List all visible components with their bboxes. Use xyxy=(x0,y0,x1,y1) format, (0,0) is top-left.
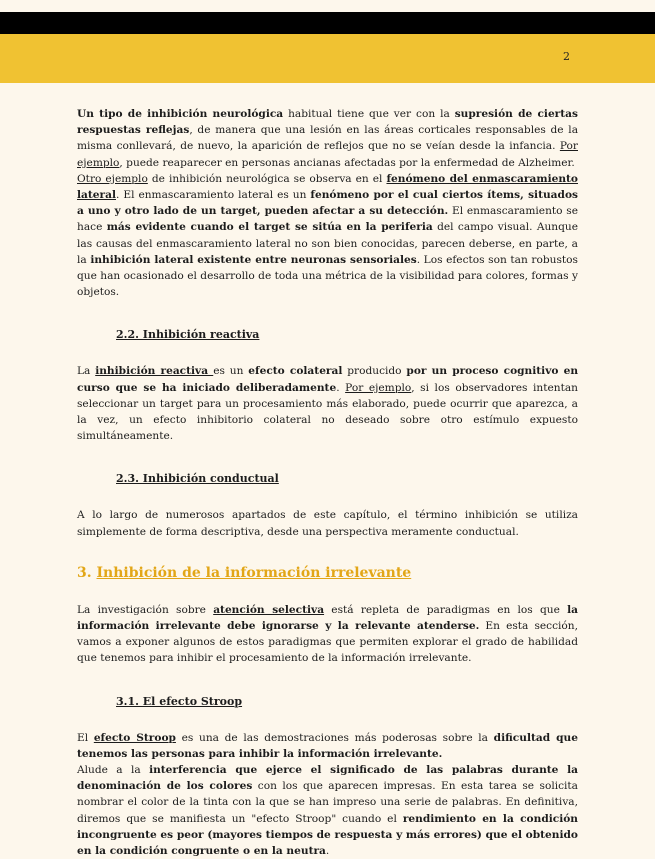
paragraph-stroop-interference: Alude a la interferencia que ejerce el significado de las palabras durante la denominación de los colores con los que aparecen impresas. En esta tarea se solicita nombrar el color de la tinta con la que se han impreso una serie de palabras. En definitiva, diremos que se manifiesta un "efecto Stroop" cuando el rendimiento en la condición incongruente es peor (mayores tiempos de respuesta y más errores) que el obtenido en la condición congruente o en la neutra. xyxy=(77,764,578,858)
page-number: 2 xyxy=(563,50,570,63)
paragraph-lateral-masking: Otro ejemplo de inhibición neurológica se observa en el fenómeno del enmascaramiento lateral. El enmascaramiento lateral es un fenómeno por el cual ciertos ítems, situados a uno y otro lado de un target, pueden afectar a su detección. El enmascaramiento se hace más evidente cuando el target se sitúa en la periferia del campo visual. Aunque las causas del enmascaramiento lateral no son bien conocidas, parecen deberse, en parte, a la inhibición lateral existente entre neuronas sensoriales. Los efectos son tan robustos que han ocasionado el desarrollo de toda una métrica de la visibilidad para colores, formas y objetos. xyxy=(77,172,578,299)
section-heading-3: 3. Inhibición de la información irrelevante xyxy=(77,564,412,581)
top-black-bar xyxy=(0,12,655,34)
paragraph-reactive-inhibition: La inhibición reactiva es un efecto colateral producido por un proceso cognitivo en curso que se ha iniciado deliberadamente. Por ejemplo, si los observadores intentan seleccionar un target para un procesamiento más elaborado, puede ocurrir que aparezca, a la vez, un efecto inhibitorio colateral no deseado sobre otro estímulo expuesto simultáneamente. xyxy=(77,365,579,443)
document-body xyxy=(77,106,578,859)
section-heading-3-1: 3.1. El efecto Stroop xyxy=(116,694,243,708)
section-heading-2-2: 2.2. Inhibición reactiva xyxy=(116,328,260,342)
page-header xyxy=(0,34,655,83)
paragraph-behavioral-inhibition: A lo largo de numerosos apartados de este capítulo, el término inhibición se utiliza simplemente de forma descriptiva, desde una perspectiva meramente conductual. xyxy=(77,509,578,538)
paragraph-stroop-intro: El efecto Stroop es una de las demostraciones más poderosas sobre la dificultad que tenemos las personas para inhibir la información irrelevante. xyxy=(77,731,578,760)
paragraph-selective-attention: La investigación sobre atención selectiva está repleta de paradigmas en los que la información irrelevante debe ignorarse y la relevante atenderse. En esta sección, vamos a exponer algunos de estos paradigmas que permiten explorar el grado de habilidad que tenemos para inhibir el procesamiento de la información irrelevante. xyxy=(77,603,578,665)
paragraph-neurological-inhibition: Un tipo de inhibición neurológica habitual tiene que ver con la supresión de ciertas respuestas reflejas, de manera que una lesión en las áreas corticales responsables de la misma conllevará, de nuevo, la aparición de reflejos que no se veían desde la infancia. Por ejemplo, puede reaparecer en personas ancianas afectadas por la enfermedad de Alzheimer. xyxy=(77,108,579,169)
section-heading-2-3: 2.3. Inhibición conductual xyxy=(116,472,279,486)
